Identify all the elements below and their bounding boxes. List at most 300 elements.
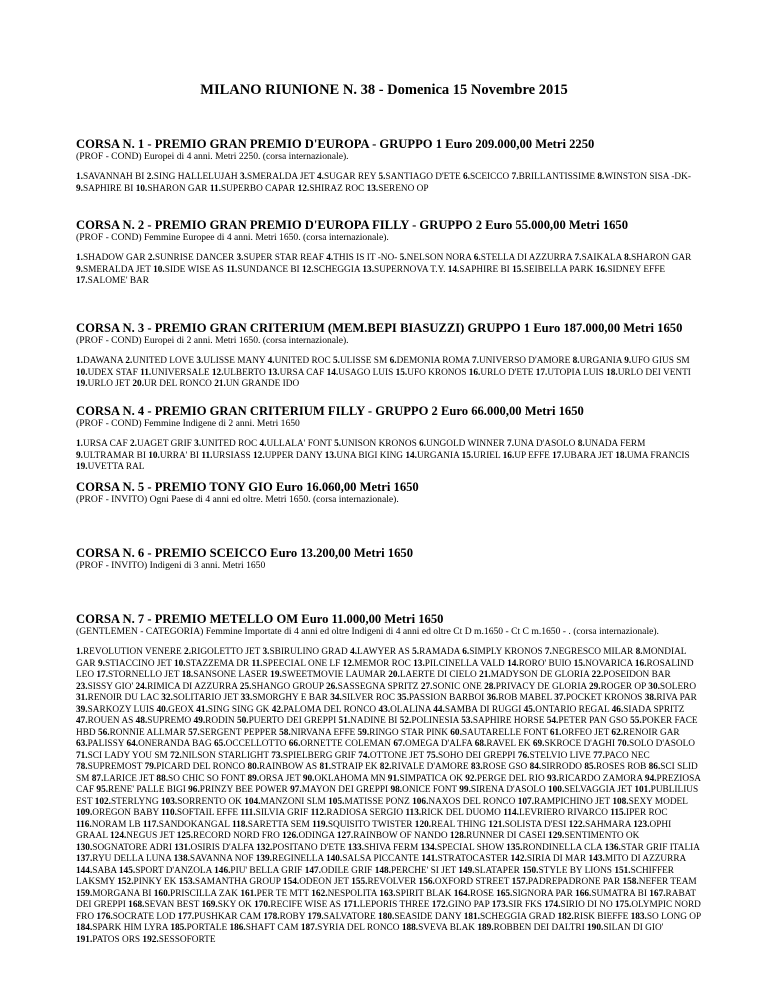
entry-horse-name: UNIVERSO D'AMORE xyxy=(478,356,571,366)
entry-number: 166. xyxy=(575,888,592,899)
entry-number: 10. xyxy=(148,450,160,461)
entry-horse-name: SUMATRA BI xyxy=(591,888,647,899)
race-entry xyxy=(145,762,246,772)
entry-horse-name: OREGON BABY xyxy=(92,808,159,818)
entry-horse-name: ONICE FONT xyxy=(402,785,457,795)
race-entry xyxy=(136,184,208,194)
entry-number: 13. xyxy=(324,450,337,461)
entry-number: 26. xyxy=(326,681,338,692)
entry-number: 35. xyxy=(397,693,409,703)
entry-horse-name: RYU DELLA LUNA xyxy=(92,854,172,864)
entry-horse-name: SABA xyxy=(92,865,117,876)
entry-horse-name: SESSOFORTE xyxy=(158,934,216,945)
entry-horse-name: PIU' BELLA GRIF xyxy=(230,865,303,876)
race-entry xyxy=(587,923,663,933)
entry-number: 41. xyxy=(196,704,208,715)
entry-horse-name: SOGNATORE ADRI xyxy=(92,842,172,853)
race-entry xyxy=(334,439,417,449)
race-entry xyxy=(268,368,324,378)
entry-horse-name: ONTARIO REGAL xyxy=(535,704,610,715)
entry-number: 45. xyxy=(523,704,536,715)
entry-number: 123. xyxy=(633,819,650,830)
race-entry xyxy=(130,439,192,449)
race-entry xyxy=(76,935,140,945)
entry-number: 170. xyxy=(254,900,271,910)
entry-number: 4. xyxy=(350,647,358,657)
race-entry xyxy=(380,762,469,772)
entry-number: 10. xyxy=(76,367,88,378)
entry-horse-name: STRATOCASTER xyxy=(437,854,509,864)
entry-horse-name: URSA CAF xyxy=(82,439,128,449)
race-entry xyxy=(645,693,697,703)
entry-horse-name: POLINESIA xyxy=(411,716,459,726)
entry-number: 51. xyxy=(338,716,351,726)
entry-horse-name: RADIOSA SERGIO xyxy=(326,808,404,818)
entry-horse-name: PUERTO DEI GREPPI xyxy=(248,716,337,726)
entry-horse-name: ULISSE SM xyxy=(339,356,388,366)
entry-horse-name: RABAT DEI GREPPI xyxy=(76,888,696,910)
race-entry xyxy=(161,797,242,807)
race-entry xyxy=(611,728,679,738)
entry-number: 174. xyxy=(544,900,561,910)
entry-horse-name: UNITED ROC xyxy=(274,356,331,366)
entry-number: 9. xyxy=(624,356,632,366)
entry-horse-name: PRINZY BEE POWER xyxy=(199,785,288,795)
entry-horse-name: SORRENTO OK xyxy=(177,796,242,807)
entry-number: 147. xyxy=(304,865,321,876)
entry-number: 2. xyxy=(146,172,154,182)
entry-number: 12. xyxy=(297,183,310,194)
entry-horse-name: SOHO DEI GREPPI xyxy=(438,750,516,761)
entry-number: 2. xyxy=(130,439,137,449)
entry-number: 122. xyxy=(568,819,585,830)
race-entry xyxy=(545,647,633,657)
entry-horse-name: RISK BIEFFE xyxy=(573,911,629,922)
race-entry xyxy=(518,797,610,807)
entry-horse-name: RUNNER DI CASEI xyxy=(466,831,546,841)
entry-horse-name: PRIVACY DE GLORIA xyxy=(495,681,587,692)
race-entry xyxy=(552,451,613,461)
race-entry xyxy=(240,172,315,182)
race-entries xyxy=(76,647,702,946)
race-entry xyxy=(142,935,215,945)
race-entry xyxy=(76,682,133,692)
race-entry xyxy=(343,659,411,669)
entry-number: 2. xyxy=(147,253,155,263)
entry-horse-name: SIRENA D'ASOLO xyxy=(470,785,546,795)
entry-number: 63. xyxy=(76,739,88,749)
entry-horse-name: OMEGA D'ALFA xyxy=(404,739,473,749)
entry-horse-name: SVEVA BLAK xyxy=(418,923,476,933)
entry-number: 3. xyxy=(239,172,247,182)
entry-horse-name: UVETTA RAL xyxy=(87,462,145,472)
entry-number: 11. xyxy=(226,264,238,275)
race-entry xyxy=(76,265,151,275)
entry-horse-name: LAERTE DI CIELO xyxy=(399,670,477,680)
entry-horse-name: STORNELLO JET xyxy=(108,670,180,680)
entry-horse-name: SHIVA FERM xyxy=(363,842,419,853)
race-entry xyxy=(396,368,467,378)
race-entry xyxy=(156,774,245,784)
entry-number: 129. xyxy=(548,831,565,841)
race-entry xyxy=(214,379,299,389)
entry-number: 15. xyxy=(512,264,524,275)
entry-number: 188. xyxy=(401,923,419,933)
race-entry xyxy=(248,762,318,772)
entry-number: 98. xyxy=(390,785,403,795)
race-entry xyxy=(128,900,199,910)
entry-horse-name: ROSES ROB xyxy=(595,762,647,772)
race-entry xyxy=(548,785,632,795)
entry-horse-name: SILVIA GRIF xyxy=(255,808,309,818)
entry-horse-name: RECORD NORD FRO xyxy=(193,831,280,841)
entry-horse-name: STRAIP EK xyxy=(331,762,378,772)
race-entry xyxy=(328,797,410,807)
entry-number: 109. xyxy=(76,808,93,818)
race-entry xyxy=(379,889,451,899)
race-entry xyxy=(305,866,373,876)
entry-number: 165. xyxy=(496,888,513,899)
race-entry xyxy=(474,253,572,263)
entry-number: 14. xyxy=(326,367,339,378)
entry-horse-name: SCEICCO xyxy=(470,172,510,182)
entry-number: 124. xyxy=(110,831,127,841)
race-entry xyxy=(405,808,500,818)
entry-number: 81. xyxy=(319,762,332,772)
entry-number: 4. xyxy=(326,253,334,263)
entry-number: 177. xyxy=(177,911,195,922)
race-entry xyxy=(530,762,582,772)
entry-number: 28. xyxy=(484,681,496,692)
entry-horse-name: LAWYER AS xyxy=(357,647,410,657)
race-entry xyxy=(76,356,123,366)
entry-number: 11. xyxy=(140,367,152,378)
entry-horse-name: NILSON STARLIGHT xyxy=(181,750,269,761)
entry-horse-name: PINKY EK xyxy=(133,877,177,887)
race-entry xyxy=(413,659,505,669)
entry-number: 186. xyxy=(229,923,246,933)
entry-number: 74. xyxy=(358,750,370,761)
race-entry xyxy=(557,912,628,922)
entry-horse-name: RENE' PALLE BIGI xyxy=(108,785,186,795)
entry-horse-name: RAMADA xyxy=(419,647,460,657)
entry-horse-name: OCCELLOTTO xyxy=(225,739,287,749)
entry-number: 50. xyxy=(236,716,249,726)
race-entry xyxy=(226,265,299,275)
entry-horse-name: STIACCINO JET xyxy=(104,658,172,669)
entry-horse-name: SAPHIRE BI xyxy=(82,183,134,194)
entry-number: 120. xyxy=(414,819,432,830)
entry-number: 12. xyxy=(253,450,265,461)
entry-number: 184. xyxy=(76,923,93,933)
race-entry xyxy=(161,808,238,818)
entry-horse-name: RIVALE D'AMORE xyxy=(391,762,469,772)
entry-horse-name: ORNETTE COLEMAN xyxy=(300,739,392,749)
race-entry xyxy=(184,647,260,657)
entry-number: 125. xyxy=(176,831,194,841)
entry-horse-name: ROSALIND LEO xyxy=(76,658,694,680)
entry-number: 6. xyxy=(389,356,397,366)
entry-horse-name: UNADA FERM xyxy=(584,439,646,449)
race-entry xyxy=(578,439,646,449)
race-entry xyxy=(397,693,484,703)
entry-horse-name: SAVANNAH BI xyxy=(82,172,145,182)
entry-horse-name: STYLE BY LIONS xyxy=(538,865,612,876)
entry-horse-name: URGANIA xyxy=(416,450,460,461)
race-entry xyxy=(263,912,305,922)
entry-horse-name: NELSON NORA xyxy=(406,253,472,263)
entry-number: 116. xyxy=(76,819,92,830)
entry-horse-name: SOFTAIL EFFE xyxy=(176,808,239,818)
entry-number: 75. xyxy=(426,750,439,761)
race-entry xyxy=(547,716,628,726)
race-entry xyxy=(464,912,555,922)
entry-horse-name: PASSION BARBOI xyxy=(408,693,485,703)
entry-horse-name: RIVA PAR xyxy=(656,693,697,703)
entry-horse-name: SPIRIT BLAK xyxy=(395,888,452,899)
race-entry xyxy=(463,172,509,182)
entry-horse-name: NADINE BI xyxy=(350,716,398,726)
race-entry xyxy=(178,912,261,922)
entry-horse-name: POCKET KRONOS xyxy=(565,693,643,703)
race-entry xyxy=(327,368,394,378)
race-entry xyxy=(179,877,281,887)
entry-number: 12. xyxy=(342,658,355,669)
entry-horse-name: PERGE DEL RIO xyxy=(476,773,545,784)
race-entry xyxy=(311,808,403,818)
race-entry xyxy=(241,693,328,703)
race-entry xyxy=(448,265,510,275)
entry-number: 32. xyxy=(161,693,173,703)
race-heading: CORSA N. 6 - PREMIO SCEICCO Euro 13.200,00 Metri 1650 xyxy=(76,546,413,560)
race-entry xyxy=(487,693,552,703)
entry-horse-name: SISSY GIO' xyxy=(87,681,134,692)
race-entry xyxy=(136,716,192,726)
race-entry xyxy=(351,877,416,887)
entry-number: 11. xyxy=(209,183,221,194)
entry-number: 111. xyxy=(240,808,256,818)
race-entry xyxy=(196,705,269,715)
race-entry xyxy=(188,785,288,795)
entry-number: 102. xyxy=(94,796,111,807)
race-entry xyxy=(606,368,691,378)
entry-number: 17. xyxy=(76,276,88,286)
entry-number: 49. xyxy=(193,716,206,726)
race-entry xyxy=(262,647,347,657)
race-entry xyxy=(252,659,341,669)
entry-horse-name: URLO DEI VENTI xyxy=(617,367,691,378)
entry-number: 47. xyxy=(76,716,88,726)
entry-number: 18. xyxy=(181,670,194,680)
race-entry xyxy=(317,172,376,182)
race-entry xyxy=(405,451,459,461)
entry-horse-name: MORGANA BI xyxy=(92,888,152,899)
entry-number: 1. xyxy=(76,439,83,449)
entry-horse-name: PREZIOSA CAF xyxy=(76,773,701,795)
entry-number: 22. xyxy=(591,670,604,680)
entry-number: 6. xyxy=(463,172,470,182)
entry-horse-name: SERGENT PEPPER xyxy=(199,727,277,738)
entry-horse-name: SAVANNA NOF xyxy=(189,854,254,864)
race-entry xyxy=(210,184,295,194)
entry-number: 44. xyxy=(433,704,445,715)
entry-number: 86. xyxy=(648,762,661,772)
race-section-2 xyxy=(76,218,702,288)
entry-horse-name: UNITED LOVE xyxy=(132,356,195,366)
race-entry xyxy=(229,923,298,933)
entry-horse-name: LARICE JET xyxy=(103,773,155,784)
entry-number: 131. xyxy=(174,842,191,853)
race-entry xyxy=(326,253,397,263)
race-entry xyxy=(512,265,593,275)
race-entry xyxy=(337,831,448,841)
entry-horse-name: RAMPICHINO JET xyxy=(533,796,610,807)
race-entry xyxy=(458,866,520,876)
entry-horse-name: PATOS ORS xyxy=(92,934,141,945)
entry-horse-name: SIR FKS xyxy=(508,900,542,910)
entry-number: 20. xyxy=(388,670,400,680)
entry-number: 5. xyxy=(412,647,420,657)
entry-horse-name: SALSA PICCANTE xyxy=(342,854,419,864)
race-entry xyxy=(298,184,365,194)
entry-horse-name: ULLALA' FONT xyxy=(266,439,332,449)
entry-horse-name: PACO NEC xyxy=(604,750,650,761)
race-entry xyxy=(271,751,356,761)
race-entry xyxy=(98,659,172,669)
entry-number: 153. xyxy=(178,877,195,887)
entry-horse-name: NOVARICA xyxy=(585,658,633,669)
entry-number: 52. xyxy=(399,716,412,726)
entry-number: 14. xyxy=(447,264,460,275)
race-entry xyxy=(76,751,168,761)
race-entry xyxy=(256,843,345,853)
race-entry xyxy=(302,265,360,275)
entry-number: 89. xyxy=(247,773,260,784)
entry-number: 176. xyxy=(96,911,113,922)
race-heading: CORSA N. 7 - PREMIO METELLO OM Euro 11.000,00 Metri 1650 xyxy=(76,612,444,626)
entry-number: 156. xyxy=(418,877,435,887)
race-entry xyxy=(419,877,510,887)
entry-number: 152. xyxy=(117,877,134,887)
entry-horse-name: ROBBEN DEI DALTRI xyxy=(493,923,585,933)
race-entry xyxy=(475,739,531,749)
race-conditions: (GENTLEMEN - CATEGORIA) Femmine Importate di 4 anni ed oltre Indigeni di 4 anni ed oltre Ct D m.1650 - Ct C m.1650 - . (corsa internazionale). xyxy=(76,626,659,637)
entry-horse-name: SPECIAL SHOW xyxy=(436,842,504,853)
entry-number: 99. xyxy=(459,785,471,795)
race-section-4 xyxy=(76,404,702,474)
entry-number: 24. xyxy=(135,681,148,692)
entry-horse-name: ORSA JET xyxy=(259,773,301,784)
entry-number: 121. xyxy=(488,819,505,830)
race-entry xyxy=(615,451,689,461)
entry-number: 3. xyxy=(236,253,244,263)
entry-number: 67. xyxy=(393,739,405,749)
race-entry xyxy=(76,439,128,449)
entry-number: 39. xyxy=(76,704,88,715)
entry-horse-name: RIGOLETTO JET xyxy=(191,647,261,657)
race-entry xyxy=(605,843,700,853)
entry-number: 58. xyxy=(279,727,291,738)
race-entry xyxy=(506,843,602,853)
entry-number: 169. xyxy=(201,900,218,910)
entry-number: 61. xyxy=(549,727,562,738)
entry-number: 104. xyxy=(244,796,261,807)
race-entry xyxy=(76,923,168,933)
race-entry xyxy=(512,877,621,887)
race-entry xyxy=(272,705,376,715)
entry-number: 148. xyxy=(374,865,391,876)
entry-horse-name: RAINBOW OF NANDO xyxy=(353,831,448,841)
entry-horse-name: POSITANO D'ETE xyxy=(272,842,346,853)
entry-horse-name: GINO PAP xyxy=(448,900,490,910)
race-entry xyxy=(496,889,573,899)
entry-number: 3. xyxy=(196,356,204,366)
entry-horse-name: NIRVANA EFFE xyxy=(290,727,356,738)
entry-horse-name: PORTALE xyxy=(186,923,228,933)
entry-horse-name: SOLITARIO JET xyxy=(172,693,239,703)
race-entry xyxy=(511,854,587,864)
entry-number: 181. xyxy=(463,911,480,922)
race-entry xyxy=(492,900,542,910)
entry-horse-name: SUPER STAR REAF xyxy=(243,253,324,263)
entry-number: 36. xyxy=(486,693,499,703)
entry-horse-name: SUGAR REY xyxy=(324,172,377,182)
race-entry xyxy=(507,439,575,449)
entry-horse-name: SAMBA DI RUGGI xyxy=(444,704,522,715)
entry-number: 83. xyxy=(470,762,483,772)
entry-number: 84. xyxy=(529,762,542,772)
entry-number: 160. xyxy=(153,888,171,899)
page-title: MILANO RIUNIONE N. 38 - Domenica 15 Novembre 2015 xyxy=(200,82,568,98)
entry-horse-name: MITO DI AZZURRA xyxy=(604,854,686,864)
entry-horse-name: IPER ROC xyxy=(626,808,668,818)
entry-horse-name: OPHI GRAAL xyxy=(76,819,672,841)
entry-horse-name: SUPERBO CAPAR xyxy=(220,183,296,194)
entry-horse-name: SELVAGGIA JET xyxy=(564,785,633,795)
entry-horse-name: PALOMA DEL RONCO xyxy=(283,704,377,715)
race-entry xyxy=(76,739,124,749)
race-entry xyxy=(143,820,230,830)
entry-horse-name: SAPHIRE BI xyxy=(459,264,510,275)
race-entry xyxy=(76,889,151,899)
race-entry xyxy=(573,356,622,366)
race-entry xyxy=(76,843,172,853)
entry-number: 2. xyxy=(184,647,192,657)
entry-number: 150. xyxy=(522,865,539,876)
entry-number: 142. xyxy=(510,854,527,864)
entry-number: 13. xyxy=(413,658,425,669)
race-entry xyxy=(153,265,224,275)
entry-horse-name: THIS IS IT -NO- xyxy=(333,253,398,263)
race-entry xyxy=(311,889,377,899)
entry-number: 57. xyxy=(188,727,200,738)
entry-horse-name: UNA BIGI KING xyxy=(336,450,404,461)
race-entry xyxy=(119,866,212,876)
entry-number: 6. xyxy=(462,647,470,657)
race-entry xyxy=(319,762,377,772)
entry-number: 5. xyxy=(334,439,342,449)
entry-number: 164. xyxy=(453,888,471,899)
entry-horse-name: SO LONG OP xyxy=(646,911,701,922)
entry-horse-name: UMA FRANCIS xyxy=(626,450,690,461)
race-entry xyxy=(96,912,175,922)
entry-number: 64. xyxy=(126,739,139,749)
entry-horse-name: PUSHKAR CAM xyxy=(194,911,261,922)
entry-horse-name: NAXOS DEL RONCO xyxy=(428,796,516,807)
entry-horse-name: UPPER DANY xyxy=(264,450,323,461)
entry-horse-name: SASSEGNA SPRITZ xyxy=(337,681,419,692)
race-entry xyxy=(126,739,211,749)
